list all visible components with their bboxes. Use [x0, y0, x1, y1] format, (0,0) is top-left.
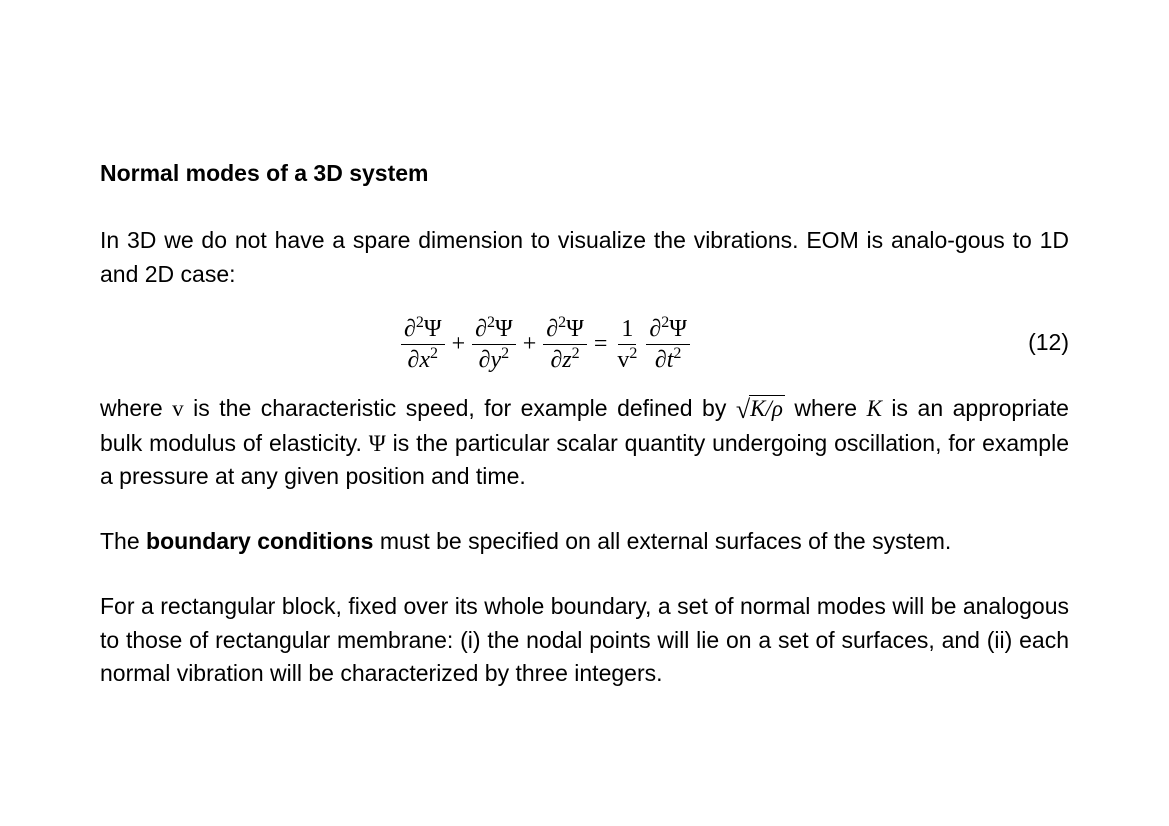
equation-number: (12) [1028, 329, 1069, 355]
boundary-conditions-term: boundary conditions [146, 528, 374, 554]
plus-sign: + [522, 330, 537, 357]
fraction-d2psi-dz2: $\frac{\partial^2\Psi}{\partial z^2}$ [543, 314, 587, 375]
psi-symbol: Ψ [368, 430, 386, 456]
fraction-d2psi-dt2: $\frac{\partial^2\Psi}{\partial t^2}$ [646, 314, 690, 375]
explanation-paragraph: where v is the characteristic speed, for example defined by √K/ρ where K is an appropriate bulk modulus of elasticity. Ψ is the particular scalar quantity undergoing oscillation, for example a pressure at any given position and time. [100, 392, 1069, 494]
speed-symbol: v [172, 396, 184, 421]
boundary-paragraph: The boundary conditions must be specified on all external surfaces of the system. [100, 528, 952, 554]
section-heading: Normal modes of a 3D system [100, 160, 429, 186]
wave-equation-body [398, 305, 693, 383]
intro-paragraph-text: In 3D we do not have a spare dimension to visualize the vibrations. EOM is analo-gous to 1D and 2D case: [100, 227, 1069, 287]
intro-paragraph [100, 224, 1069, 291]
fraction-d2psi-dy2: $\frac{\partial^2\Psi}{\partial y^2}$ [472, 314, 516, 375]
fraction-d2psi-dx2: $\frac{\partial^2\Psi}{\partial x^2}$ [401, 314, 445, 375]
sqrt-expression: √K/ρ [735, 395, 783, 424]
bulk-modulus-symbol: K [866, 396, 882, 421]
fraction-one-over-v2: $\frac{1}{v^2}$ [617, 315, 638, 373]
rectangular-block-paragraph: For a rectangular block, fixed over its whole boundary, a set of normal modes will be analogous to those of rectangular membrane: (i) the nodal points will lie on a set of surfaces, and (ii) each normal vibration will be characterized by three integers. [100, 593, 1069, 686]
wave-equation [100, 305, 1069, 383]
equals-sign: = [593, 330, 608, 357]
plus-sign: + [451, 330, 466, 357]
